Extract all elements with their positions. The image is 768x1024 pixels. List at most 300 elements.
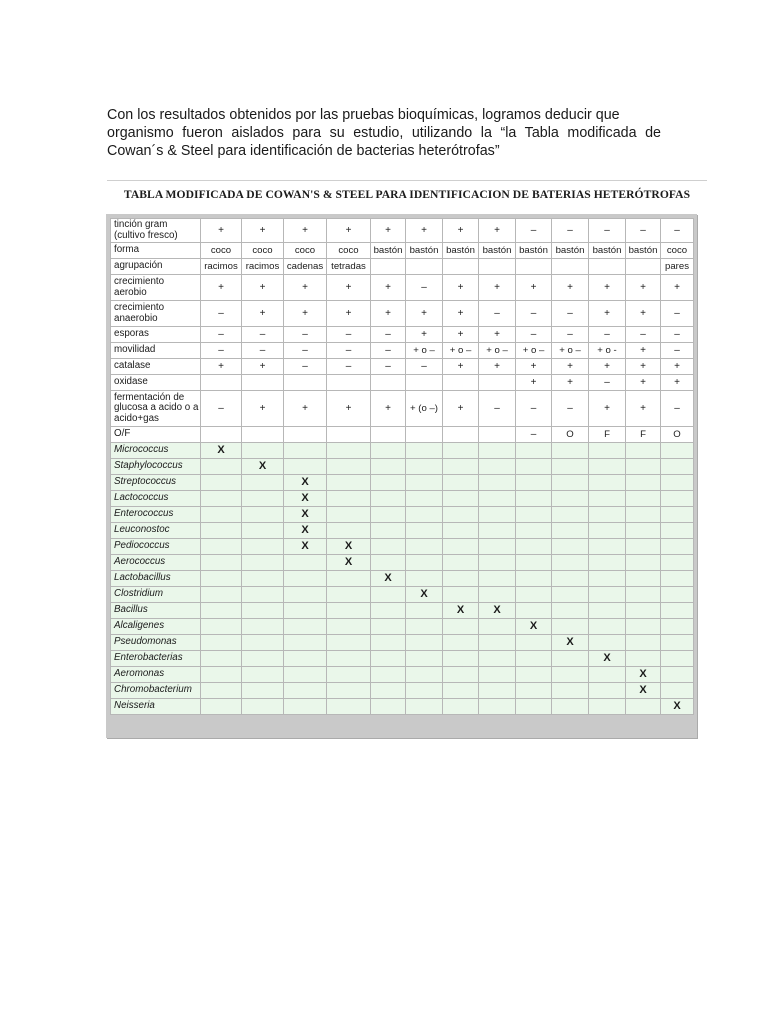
genus-name: Staphylococcus: [111, 459, 201, 475]
genus-mark: [406, 667, 443, 683]
property-value: +: [443, 391, 479, 427]
genus-mark: [201, 459, 242, 475]
genus-mark: [443, 539, 479, 555]
genus-mark: [661, 491, 694, 507]
property-value: +: [406, 301, 443, 327]
genus-mark: [516, 699, 552, 715]
genus-mark: X: [284, 475, 327, 491]
property-value: –: [552, 391, 589, 427]
property-value: +: [371, 275, 406, 301]
genus-row: [111, 459, 694, 475]
property-value: [242, 375, 284, 391]
genus-mark: [443, 683, 479, 699]
genus-mark: [516, 651, 552, 667]
genus-mark: [661, 475, 694, 491]
property-value: +: [552, 375, 589, 391]
property-value: + o –: [443, 343, 479, 359]
genus-name: Neisseria: [111, 699, 201, 715]
property-value: racimos: [201, 259, 242, 275]
property-value: –: [516, 219, 552, 243]
property-value: –: [327, 359, 371, 375]
genus-mark: [479, 651, 516, 667]
property-value: bastón: [479, 243, 516, 259]
property-value: [284, 375, 327, 391]
genus-row: [111, 635, 694, 651]
genus-mark: [284, 603, 327, 619]
genus-row: [111, 443, 694, 459]
property-label: fermentación de glucosa a acido o a acido+gas: [111, 391, 201, 427]
genus-mark: [479, 571, 516, 587]
property-value: +: [371, 301, 406, 327]
genus-mark: [242, 619, 284, 635]
property-label: tinción gram (cultivo fresco): [111, 219, 201, 243]
genus-mark: [201, 587, 242, 603]
genus-mark: [552, 507, 589, 523]
property-value: [406, 259, 443, 275]
genus-mark: [201, 571, 242, 587]
property-value: +: [443, 219, 479, 243]
genus-mark: [406, 683, 443, 699]
genus-mark: [371, 635, 406, 651]
genus-name: Leuconostoc: [111, 523, 201, 539]
genus-row: [111, 491, 694, 507]
genus-mark: X: [371, 571, 406, 587]
genus-mark: [661, 667, 694, 683]
genus-mark: [406, 699, 443, 715]
genus-mark: [371, 459, 406, 475]
genus-mark: [284, 619, 327, 635]
genus-mark: [242, 475, 284, 491]
property-value: –: [661, 301, 694, 327]
genus-mark: [443, 555, 479, 571]
genus-mark: [626, 619, 661, 635]
property-value: +: [479, 219, 516, 243]
genus-mark: [201, 683, 242, 699]
property-value: +: [661, 275, 694, 301]
property-value: [516, 259, 552, 275]
genus-mark: [406, 571, 443, 587]
property-value: –: [371, 327, 406, 343]
property-value: tetradas: [327, 259, 371, 275]
property-value: +: [242, 391, 284, 427]
genus-mark: [443, 475, 479, 491]
property-value: +: [589, 391, 626, 427]
property-value: +: [552, 359, 589, 375]
property-value: [327, 427, 371, 443]
genus-mark: [327, 651, 371, 667]
genus-mark: [327, 603, 371, 619]
genus-mark: [516, 539, 552, 555]
property-value: –: [242, 343, 284, 359]
property-value: –: [201, 301, 242, 327]
genus-mark: [443, 571, 479, 587]
property-row: [111, 427, 694, 443]
genus-mark: [406, 603, 443, 619]
genus-mark: [516, 507, 552, 523]
property-value: –: [661, 391, 694, 427]
genus-mark: [626, 475, 661, 491]
genus-mark: [552, 459, 589, 475]
genus-mark: X: [327, 555, 371, 571]
genus-mark: [589, 459, 626, 475]
property-value: +: [284, 301, 327, 327]
genus-mark: X: [327, 539, 371, 555]
property-value: coco: [284, 243, 327, 259]
property-value: F: [589, 427, 626, 443]
genus-mark: [406, 507, 443, 523]
genus-mark: [371, 683, 406, 699]
genus-mark: [589, 491, 626, 507]
property-value: +: [242, 359, 284, 375]
genus-mark: X: [284, 523, 327, 539]
genus-mark: [406, 539, 443, 555]
genus-mark: [201, 619, 242, 635]
genus-mark: [371, 475, 406, 491]
genus-mark: [516, 555, 552, 571]
property-value: –: [371, 359, 406, 375]
property-value: racimos: [242, 259, 284, 275]
property-value: –: [661, 327, 694, 343]
property-value: [371, 375, 406, 391]
property-value: bastón: [589, 243, 626, 259]
property-value: +: [479, 327, 516, 343]
genus-mark: [443, 459, 479, 475]
genus-row: [111, 587, 694, 603]
property-value: +: [589, 275, 626, 301]
genus-mark: [479, 683, 516, 699]
genus-mark: [327, 571, 371, 587]
genus-mark: [327, 683, 371, 699]
genus-mark: [327, 523, 371, 539]
property-value: –: [201, 391, 242, 427]
genus-mark: [552, 475, 589, 491]
genus-mark: [242, 635, 284, 651]
genus-mark: [327, 443, 371, 459]
genus-mark: [284, 651, 327, 667]
genus-mark: [626, 491, 661, 507]
genus-mark: [201, 475, 242, 491]
property-value: +: [626, 275, 661, 301]
property-value: –: [406, 275, 443, 301]
property-value: [589, 259, 626, 275]
genus-row: [111, 651, 694, 667]
genus-mark: [443, 507, 479, 523]
property-value: coco: [327, 243, 371, 259]
genus-mark: [516, 587, 552, 603]
genus-row: [111, 603, 694, 619]
genus-mark: [552, 651, 589, 667]
genus-name: Enterococcus: [111, 507, 201, 523]
genus-name: Pediococcus: [111, 539, 201, 555]
genus-mark: [479, 459, 516, 475]
genus-mark: [201, 667, 242, 683]
genus-name: Streptococcus: [111, 475, 201, 491]
property-value: –: [284, 359, 327, 375]
genus-mark: [327, 635, 371, 651]
genus-mark: X: [661, 699, 694, 715]
intro-line-1: Con los resultados obtenidos por las pruebas bioquímicas, logramos deducir que: [107, 107, 620, 123]
property-value: +: [626, 301, 661, 327]
property-value: –: [552, 301, 589, 327]
genus-mark: [284, 683, 327, 699]
property-value: +: [626, 391, 661, 427]
genus-mark: [479, 491, 516, 507]
genus-mark: [626, 571, 661, 587]
property-value: + (o –): [406, 391, 443, 427]
genus-name: Micrococcus: [111, 443, 201, 459]
genus-mark: [443, 635, 479, 651]
property-value: +: [516, 275, 552, 301]
genus-mark: [516, 459, 552, 475]
genus-row: [111, 539, 694, 555]
property-value: –: [516, 327, 552, 343]
property-value: +: [479, 359, 516, 375]
intro-line-2: organismo fueron aislados para su estudio, utilizando la “la Tabla modificada de: [107, 125, 661, 141]
property-value: [552, 259, 589, 275]
genus-mark: [242, 523, 284, 539]
property-value: –: [201, 343, 242, 359]
property-value: coco: [242, 243, 284, 259]
genus-row: [111, 571, 694, 587]
genus-mark: [589, 635, 626, 651]
genus-mark: [443, 523, 479, 539]
genus-mark: [371, 507, 406, 523]
property-value: + o –: [516, 343, 552, 359]
property-value: +: [626, 343, 661, 359]
property-value: –: [242, 327, 284, 343]
property-value: –: [201, 327, 242, 343]
genus-mark: [626, 507, 661, 523]
property-label: forma: [111, 243, 201, 259]
genus-mark: [201, 523, 242, 539]
genus-mark: [479, 475, 516, 491]
property-value: [201, 427, 242, 443]
property-value: +: [589, 359, 626, 375]
property-value: +: [327, 301, 371, 327]
genus-mark: [626, 539, 661, 555]
genus-mark: [284, 699, 327, 715]
genus-mark: [406, 523, 443, 539]
genus-mark: [479, 523, 516, 539]
genus-mark: [516, 603, 552, 619]
property-value: +: [661, 375, 694, 391]
genus-mark: [589, 571, 626, 587]
property-value: +: [626, 375, 661, 391]
genus-mark: [327, 667, 371, 683]
property-value: +: [201, 219, 242, 243]
genus-mark: [284, 555, 327, 571]
property-value: –: [284, 343, 327, 359]
property-value: +: [661, 359, 694, 375]
genus-mark: [406, 651, 443, 667]
genus-mark: [201, 651, 242, 667]
genus-mark: [552, 539, 589, 555]
property-value: –: [552, 219, 589, 243]
genus-mark: X: [589, 651, 626, 667]
genus-mark: [479, 635, 516, 651]
genus-row: [111, 699, 694, 715]
property-value: +: [284, 219, 327, 243]
genus-mark: [661, 443, 694, 459]
genus-mark: [406, 555, 443, 571]
genus-mark: [589, 507, 626, 523]
genus-mark: [371, 699, 406, 715]
property-value: –: [327, 343, 371, 359]
genus-mark: [661, 539, 694, 555]
genus-mark: [552, 603, 589, 619]
genus-mark: X: [479, 603, 516, 619]
genus-name: Bacillus: [111, 603, 201, 619]
property-value: bastón: [626, 243, 661, 259]
property-value: bastón: [371, 243, 406, 259]
property-value: +: [589, 301, 626, 327]
genus-mark: [626, 523, 661, 539]
genus-mark: [479, 507, 516, 523]
genus-mark: [516, 571, 552, 587]
property-value: +: [479, 275, 516, 301]
genus-mark: [661, 523, 694, 539]
table-title: TABLA MODIFICADA DE COWAN'S & STEEL PARA IDENTIFICACION DE BATERIAS HETERÓTROFAS: [123, 188, 691, 201]
property-value: O: [661, 427, 694, 443]
genus-mark: [443, 587, 479, 603]
genus-mark: [371, 443, 406, 459]
property-value: +: [516, 359, 552, 375]
genus-mark: [479, 587, 516, 603]
genus-mark: [516, 667, 552, 683]
property-value: [443, 259, 479, 275]
genus-mark: [406, 619, 443, 635]
genus-mark: [661, 459, 694, 475]
property-label: oxidase: [111, 375, 201, 391]
property-value: +: [443, 275, 479, 301]
property-value: –: [479, 391, 516, 427]
genus-mark: [371, 555, 406, 571]
genus-name: Lactococcus: [111, 491, 201, 507]
genus-mark: [284, 459, 327, 475]
genus-mark: X: [626, 683, 661, 699]
genus-mark: [552, 571, 589, 587]
genus-mark: [284, 587, 327, 603]
genus-mark: [661, 587, 694, 603]
genus-mark: [589, 667, 626, 683]
property-value: coco: [201, 243, 242, 259]
genus-row: [111, 507, 694, 523]
genus-mark: [242, 507, 284, 523]
genus-mark: [371, 539, 406, 555]
genus-mark: [443, 651, 479, 667]
property-value: F: [626, 427, 661, 443]
genus-name: Enterobacterias: [111, 651, 201, 667]
genus-name: Chromobacterium: [111, 683, 201, 699]
genus-mark: [626, 587, 661, 603]
genus-mark: [589, 555, 626, 571]
genus-mark: [661, 555, 694, 571]
genus-mark: [479, 443, 516, 459]
genus-mark: [626, 443, 661, 459]
genus-mark: [661, 651, 694, 667]
property-value: +: [242, 219, 284, 243]
property-value: [479, 259, 516, 275]
property-row: [111, 375, 694, 391]
property-value: bastón: [516, 243, 552, 259]
property-value: –: [327, 327, 371, 343]
property-label: O/F: [111, 427, 201, 443]
intro-line-3: Cowan´s & Steel para identificación de bacterias heterótrofas”: [107, 143, 500, 159]
genus-mark: [371, 603, 406, 619]
genus-mark: [626, 699, 661, 715]
property-value: [201, 375, 242, 391]
genus-mark: [327, 699, 371, 715]
genus-mark: [516, 635, 552, 651]
genus-mark: [589, 603, 626, 619]
property-value: –: [552, 327, 589, 343]
genus-mark: [661, 507, 694, 523]
property-value: +: [552, 275, 589, 301]
genus-mark: X: [284, 507, 327, 523]
genus-mark: [284, 635, 327, 651]
property-value: +: [242, 301, 284, 327]
property-value: +: [327, 275, 371, 301]
property-value: –: [516, 301, 552, 327]
genus-mark: [327, 507, 371, 523]
genus-mark: [516, 523, 552, 539]
genus-mark: [201, 555, 242, 571]
property-value: +: [406, 327, 443, 343]
property-value: +: [626, 359, 661, 375]
genus-mark: X: [552, 635, 589, 651]
genus-mark: [589, 443, 626, 459]
genus-mark: [626, 635, 661, 651]
property-value: +: [284, 391, 327, 427]
genus-mark: [284, 443, 327, 459]
genus-mark: [479, 699, 516, 715]
property-value: +: [327, 391, 371, 427]
property-value: + o –: [406, 343, 443, 359]
genus-mark: [552, 619, 589, 635]
property-value: [406, 427, 443, 443]
property-value: –: [661, 343, 694, 359]
genus-row: [111, 555, 694, 571]
property-value: [443, 375, 479, 391]
property-value: [371, 427, 406, 443]
genus-mark: [589, 587, 626, 603]
property-value: bastón: [406, 243, 443, 259]
property-label: crecimiento aerobio: [111, 275, 201, 301]
genus-mark: [661, 603, 694, 619]
property-value: –: [589, 219, 626, 243]
property-value: –: [661, 219, 694, 243]
property-value: –: [284, 327, 327, 343]
genus-mark: [242, 667, 284, 683]
property-value: +: [371, 219, 406, 243]
property-value: –: [371, 343, 406, 359]
genus-mark: X: [406, 587, 443, 603]
genus-mark: [589, 475, 626, 491]
genus-mark: [552, 523, 589, 539]
property-value: bastón: [443, 243, 479, 259]
property-row: [111, 259, 694, 275]
property-value: +: [327, 219, 371, 243]
genus-mark: [327, 619, 371, 635]
genus-name: Aerococcus: [111, 555, 201, 571]
genus-row: [111, 667, 694, 683]
property-value: + o -: [589, 343, 626, 359]
genus-mark: [242, 571, 284, 587]
genus-mark: [589, 619, 626, 635]
property-value: cadenas: [284, 259, 327, 275]
genus-row: [111, 683, 694, 699]
genus-mark: X: [284, 539, 327, 555]
